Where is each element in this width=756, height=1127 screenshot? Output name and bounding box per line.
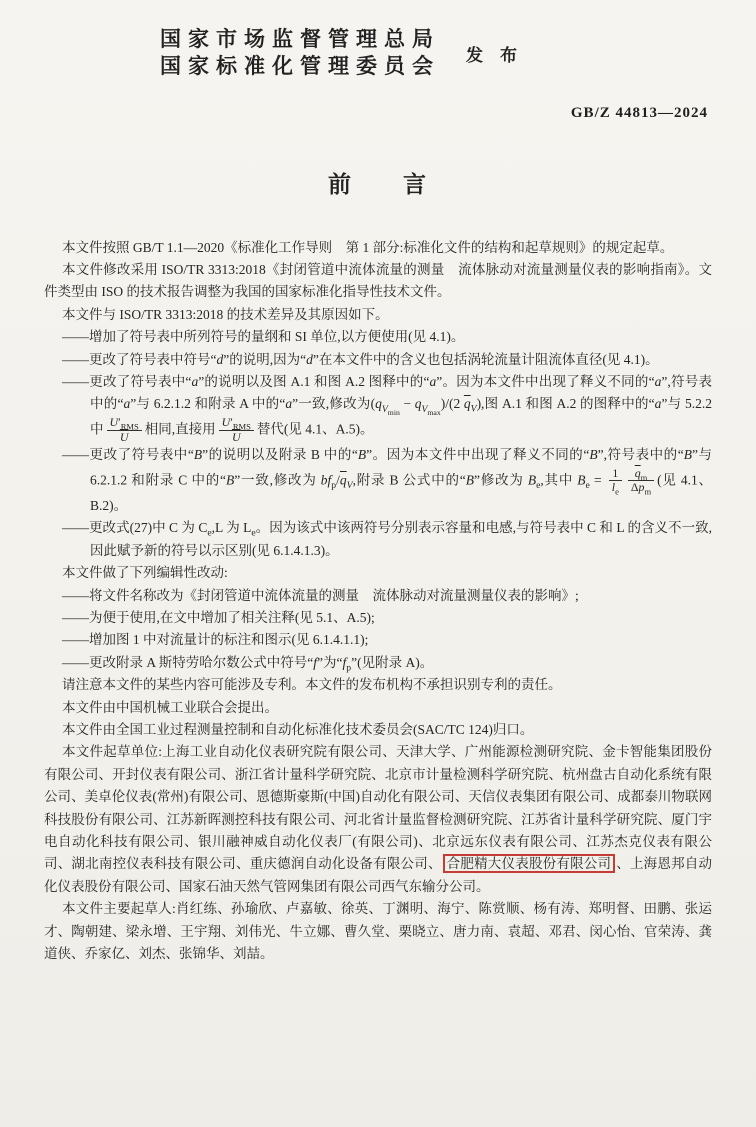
page-title: 前 言 xyxy=(328,171,428,197)
issuing-authority xyxy=(160,26,440,81)
formula-fraction: $\frac{\overline{q}_m}{\Delta p_m}$ xyxy=(628,467,654,495)
list-item: ——增加图 1 中对流量计的标注和图示(见 6.1.4.1.1); xyxy=(62,632,369,648)
list-item: ——更改了符号表中“B”的说明以及附录 B 中的“B”。因为本文件中出现了释义不同的“B”,符号表中的“B”与 6.2.1.2 和附录 C 中的“B”一致,修改为 $bf_p/\overline{q}_V$,附录 B 公式中的“B”修改为 $B_e$,其中 $B_e$ = $\frac{1}{l_e}$ $\frac{\overline{q}_m}{\Delta p_m}$ (见 4.1、B.2)。 xyxy=(62,447,713,513)
list-item: ——更改附录 A 斯特劳哈尔数公式中符号“f”为“$f_p$”(见附录 A)。 xyxy=(62,654,434,674)
paragraph: 本文件做了下列编辑性改动: xyxy=(62,565,228,581)
document-body xyxy=(0,237,756,966)
paragraph: 本文件与 ISO/TR 3313:2018 的技术差异及其原因如下。 xyxy=(62,306,389,322)
paragraph: 本文件由中国机械工业联合会提出。 xyxy=(62,699,278,715)
paragraph: 本文件修改采用 ISO/TR 3313:2018《封闭管道中流体流量的测量 流体脉动对流量测量仪表的影响指南》。文件类型由 ISO 的技术报告调整为我国的国家标准化指导性技术文件。 xyxy=(44,262,712,300)
document-header xyxy=(0,0,756,122)
list-item: ——将文件名称改为《封闭管道中流体流量的测量 流体脉动对流量测量仪表的影响》; xyxy=(62,587,579,603)
highlighted-company: 合肥精大仪表股份有限公司 xyxy=(443,854,616,873)
list-item: ——更改了符号表中“a”的说明以及图 A.1 和图 A.2 图释中的“a”。因为本文件中出现了释义不同的“a”,符号表中的“a”与 6.2.1.2 和附录 A 中的“a”一致,修改为$(q_{V_{min}} - q_{V_{max}})/(2$ $\overline{q}_V$),图 A.1 和图 A.2 的图释中的“a”与 5.2.2 中 $\frac{U'_{RMS}}{U}$ 相同,直接用 $\frac{U'_{RMS}}{U}$ 替代(见 4.1、A.5)。 xyxy=(62,374,712,444)
list-item: ——增加了符号表中所列符号的量纲和 SI 单位,以方便使用(见 4.1)。 xyxy=(62,329,465,345)
paragraph: 本文件主要起草人:肖红练、孙瑜欣、卢嘉敏、徐英、丁渊明、海宁、陈赏顺、杨有涛、郑明督、田鹏、张运才、陶朝建、梁永增、王宇翔、刘伟光、牛立娜、曹久堂、栗晓立、唐力南、袁超、邓君、闵心怡、官荣涛、龚道侠、乔家亿、刘杰、张锦华、刘喆。 xyxy=(44,901,712,961)
list-item: ——更改了符号表中符号“d”的说明,因为“d”在本文件中的含义也包括涡轮流量计阻流体直径(见 4.1)。 xyxy=(62,351,659,367)
paragraph: 本文件起草单位:上海工业自动化仪表研究院有限公司、天津大学、广州能源检测研究院、金卡智能集团股份有限公司、开封仪表有限公司、浙江省计量科学研究院、北京市计量检测科学研究院、杭州盘古自动化系统有限公司、美卓伦仪表(常州)有限公司、恩德斯豪斯(中国)自动化有限公司、天信仪表集团有限公司、成都泰川物联网科技股份有限公司、江苏新晖测控科技有限公司、河北省计量监督检测研究院、江苏省计量科学研究院、厦门宇电自动化科技有限公司、银川融神威自动化仪表厂(有限公司)、北京远东仪表有限公司、江苏杰克仪表有限公司、湖北南控仪表科技有限公司、重庆德润自动化设备有限公司、 合肥精大仪表股份有限公司 、上海恩邦自动化仪表股份有限公司、国家石油天然气管网集团有限公司西气东输分公司。 xyxy=(44,744,713,894)
publish-label: 发 布 xyxy=(466,45,517,65)
formula-fraction: $\frac{U'_{RMS}}{U}$ xyxy=(219,416,254,444)
formula-fraction: $\frac{U'_{RMS}}{U}$ xyxy=(107,416,142,444)
standard-number: GB/Z 44813—2024 xyxy=(570,104,708,121)
paragraph: 本文件按照 GB/T 1.1—2020《标准化工作导则 第 1 部分:标准化文件的结构和起草规则》的规定起草。 xyxy=(62,239,674,255)
paragraph: 请注意本文件的某些内容可能涉及专利。本文件的发布机构不承担识别专利的责任。 xyxy=(62,677,562,693)
issuer-line-1: 国家市场监督管理总局 xyxy=(160,27,440,51)
list-item: ——为便于使用,在文中增加了相关注释(见 5.1、A.5); xyxy=(62,609,375,625)
issuer-line-2: 国家标准化管理委员会 xyxy=(160,54,440,79)
paragraph: 本文件由全国工业过程测量控制和自动化标准化技术委员会(SAC/TC 124)归口。 xyxy=(62,721,534,737)
formula-fraction: $\frac{1}{l_e}$ xyxy=(609,467,622,495)
list-item: ——更改式(27)中 C 为 $C_e,L$ 为 $L_e$。因为该式中该两符号分别表示容量和电感,与符号表中 C 和 L 的含义不一致,因此赋予新的符号以示区别(见 6.1.4.1.3)。 xyxy=(62,520,712,558)
